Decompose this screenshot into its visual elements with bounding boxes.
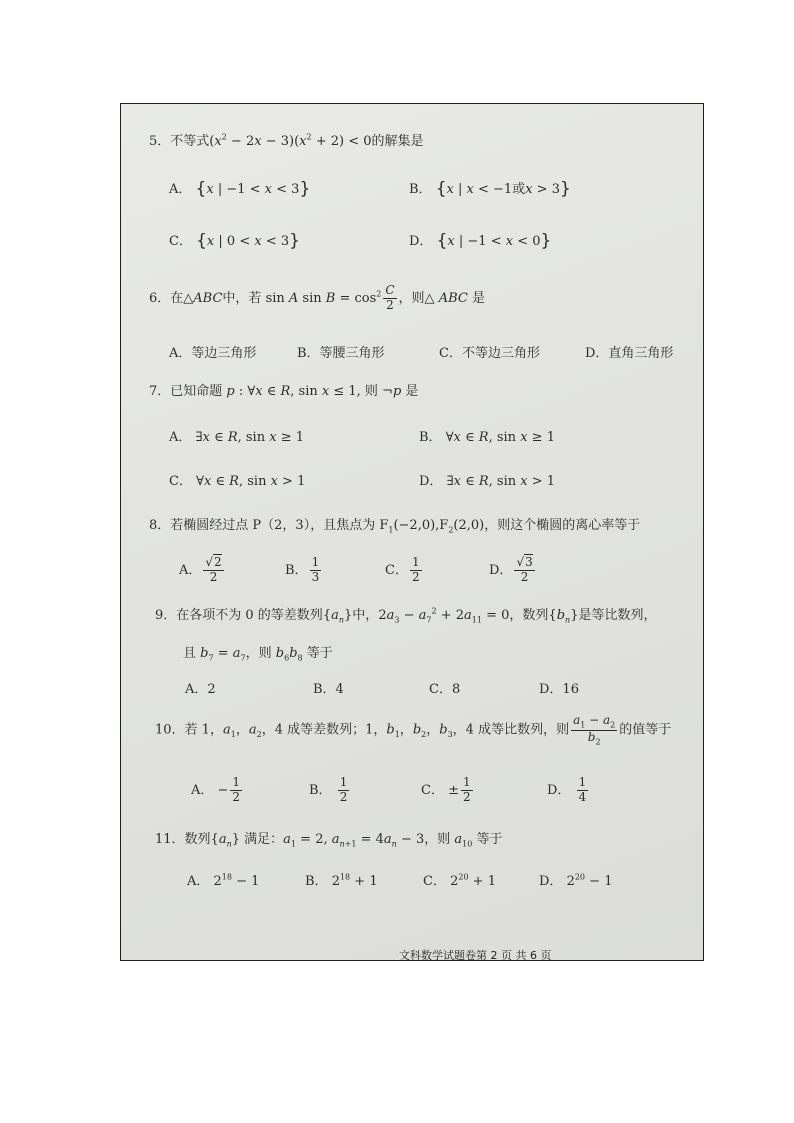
q7-option-c: C． ∀x ∈ R, sin x > 1 [169,474,306,489]
q8-option-c [385,556,424,585]
q8-stem-end: ，则这个椭圆的离心率等于 [484,518,641,533]
question-8: 8．若椭圆经过点 P（2，3），且焦点为 $F_1(-2,0),F_2(2,0)$，则这个椭圆的离心率等于 [149,518,641,535]
option-label: B． [285,562,308,578]
q10-option-b [309,776,351,805]
option-label: A． [191,782,214,798]
q9-line2-start: 且 [183,646,197,661]
fraction: $\frac{√3}{2}$ [516,555,533,584]
q9-line2-end: 等于 [306,646,333,661]
question-9: 9．在各项不为 0 的等差数列$\{a_n\}$中，$2a_3 - a_7^2 + 2a_{11} = 0$，数列$\{b_n\}$是等比数列， [155,606,657,625]
q6-stem: 6．在△ [149,290,194,306]
fraction: $\frac{1}{2}$ [462,775,471,804]
q9-stem-end: 是等比数列， [578,608,657,623]
q6-stem-end: 是 [471,290,485,306]
option-label: D． [419,474,443,489]
q9-stem: 9．在各项不为 0 的等差数列 [155,608,323,623]
option-label: D． [489,562,513,578]
fraction: $\frac{1}{2}$ [339,775,348,804]
q8-option-a [179,556,226,585]
q11-option-b: B． $2^{18} + 1$ [305,872,378,889]
question-10: 10．若 1，$a_1$，$a_2$，4 成等差数列；1，$b_1$，$b_2$，$b_3$，4 成等比数列，则 $\frac{a_1 - a_2}{b_2}$ 的值等于 [155,713,672,746]
q11-option-d: D． $2^{20} - 1$ [539,872,613,889]
q6-stem-suffix: ，则△ [398,290,435,306]
q6-option-b: B．等腰三角形 [297,346,385,361]
q11-stem: 11．数列 [155,832,211,847]
exam-page [120,103,704,961]
q11-stem-suffix: ，则 [424,832,451,847]
q9-option-c: C．8 [429,682,461,697]
q5-option-b: B． {x | x < −1或x > 3} [409,179,571,199]
option-label: D． [539,874,563,889]
fraction: $\frac{1}{2}$ [411,555,420,584]
q7-option-b: B． ∀x ∈ R, sin x ≥ 1 [419,430,555,445]
option-label: C． [421,782,444,798]
q6-stem-mid: 中，若 [222,290,262,306]
q9-line2-mid: ，则 [245,646,272,661]
q10-option-a: A． − $\frac{1}{2}$ [191,775,241,804]
q11-option-c: C． $2^{20} + 1$ [423,872,496,889]
question-5: 5．不等式$(x^2 - 2x - 3)(x^2 + 2) < 0$的解集是 [149,132,424,149]
option-label: B． [419,430,442,445]
q9-stem-mid2: ，数列 [509,608,549,623]
question-7: 7．已知命题 p : ∀x ∈ R, sin x ≤ 1, 则 ¬p 是 [149,384,419,399]
q10-stem-mid1: ，4 成等差数列；1， [261,722,387,738]
option-label: C． [169,474,192,489]
option-label: A． [187,874,210,889]
q8-option-d [489,556,537,585]
option-label: B． [305,874,328,889]
q7-option-d: D． ∃x ∈ R, sin x > 1 [419,474,556,489]
fraction: $\frac{C}{2}$ [385,283,395,312]
q5-option-a: A． {x | −1 < x < 3} [169,179,311,199]
question-6: 6．在△ABC中，若 sin A $\sin B = \cos^2$ $\frac{C}{2}$ ，则△ ABC 是 [149,283,485,312]
q10-option-c: C． ± $\frac{1}{2}$ [421,775,471,804]
q10-option-d [547,776,590,805]
option-label: A． [169,182,192,197]
q6-option-d: D．直角三角形 [585,346,674,361]
q9-option-a: A．2 [185,682,216,697]
option-label: A． [179,562,202,578]
option-label: B． [409,182,432,197]
q10-stem: 10．若 1， [155,722,223,738]
fraction: $\frac{a_1 - a_2}{b_2}$ [573,713,616,746]
q11-stem-end: 等于 [476,832,503,847]
option-label: B． [309,782,332,798]
option-label: C． [423,874,446,889]
q6-option-c: C．不等边三角形 [439,346,540,361]
option-label: C． [385,562,408,578]
q7-stem-end: 是 [405,384,419,399]
q9-stem-mid: 中， [352,608,379,623]
page-footer: 文科数学试题卷第 2 页 共 6 页 [399,949,552,961]
question-11: 11．数列$\{a_n\}$ 满足：$a_1 = 2$, $a_{n+1} = 4a_n - 3$，则 $a_{10}$ 等于 [155,832,503,849]
option-label: C． [169,234,192,249]
fraction: $\frac{1}{4}$ [578,775,587,804]
q9-option-d: D．16 [539,682,579,697]
q5-option-d: D． {x | −1 < x < 0} [409,231,552,251]
q5-stem-end: 的解集是 [371,134,424,149]
q5-option-c: C． {x | 0 < x < 3} [169,231,300,251]
q5-stem: 5．不等式 [149,134,210,149]
q6-option-a: A．等边三角形 [169,346,257,361]
q8-option-b [285,556,323,585]
option-label: D． [409,234,433,249]
q10-stem-mid2: ，4 成等比数列，则 [452,722,570,738]
q10-stem-end: 的值等于 [619,722,672,738]
q11-option-a: A． $2^{18} - 1$ [187,872,260,889]
q7-stem: 7．已知命题 [149,384,223,399]
option-label: D． [547,782,571,798]
q7-option-a: A． ∃x ∈ R, sin x ≥ 1 [169,430,304,445]
fraction: $\frac{1}{2}$ [232,775,241,804]
question-9-line2: 且 $b_7 = a_7$，则 $b_6b_8$ 等于 [183,646,333,663]
fraction: $\frac{√2}{2}$ [205,555,222,584]
q8-stem: 8．若椭圆经过点 P（2，3），且焦点为 [149,518,376,533]
option-label: A． [169,430,192,445]
q11-stem-mid: 满足： [244,832,284,847]
q9-option-b: B．4 [313,682,344,697]
fraction: $\frac{1}{3}$ [311,555,320,584]
